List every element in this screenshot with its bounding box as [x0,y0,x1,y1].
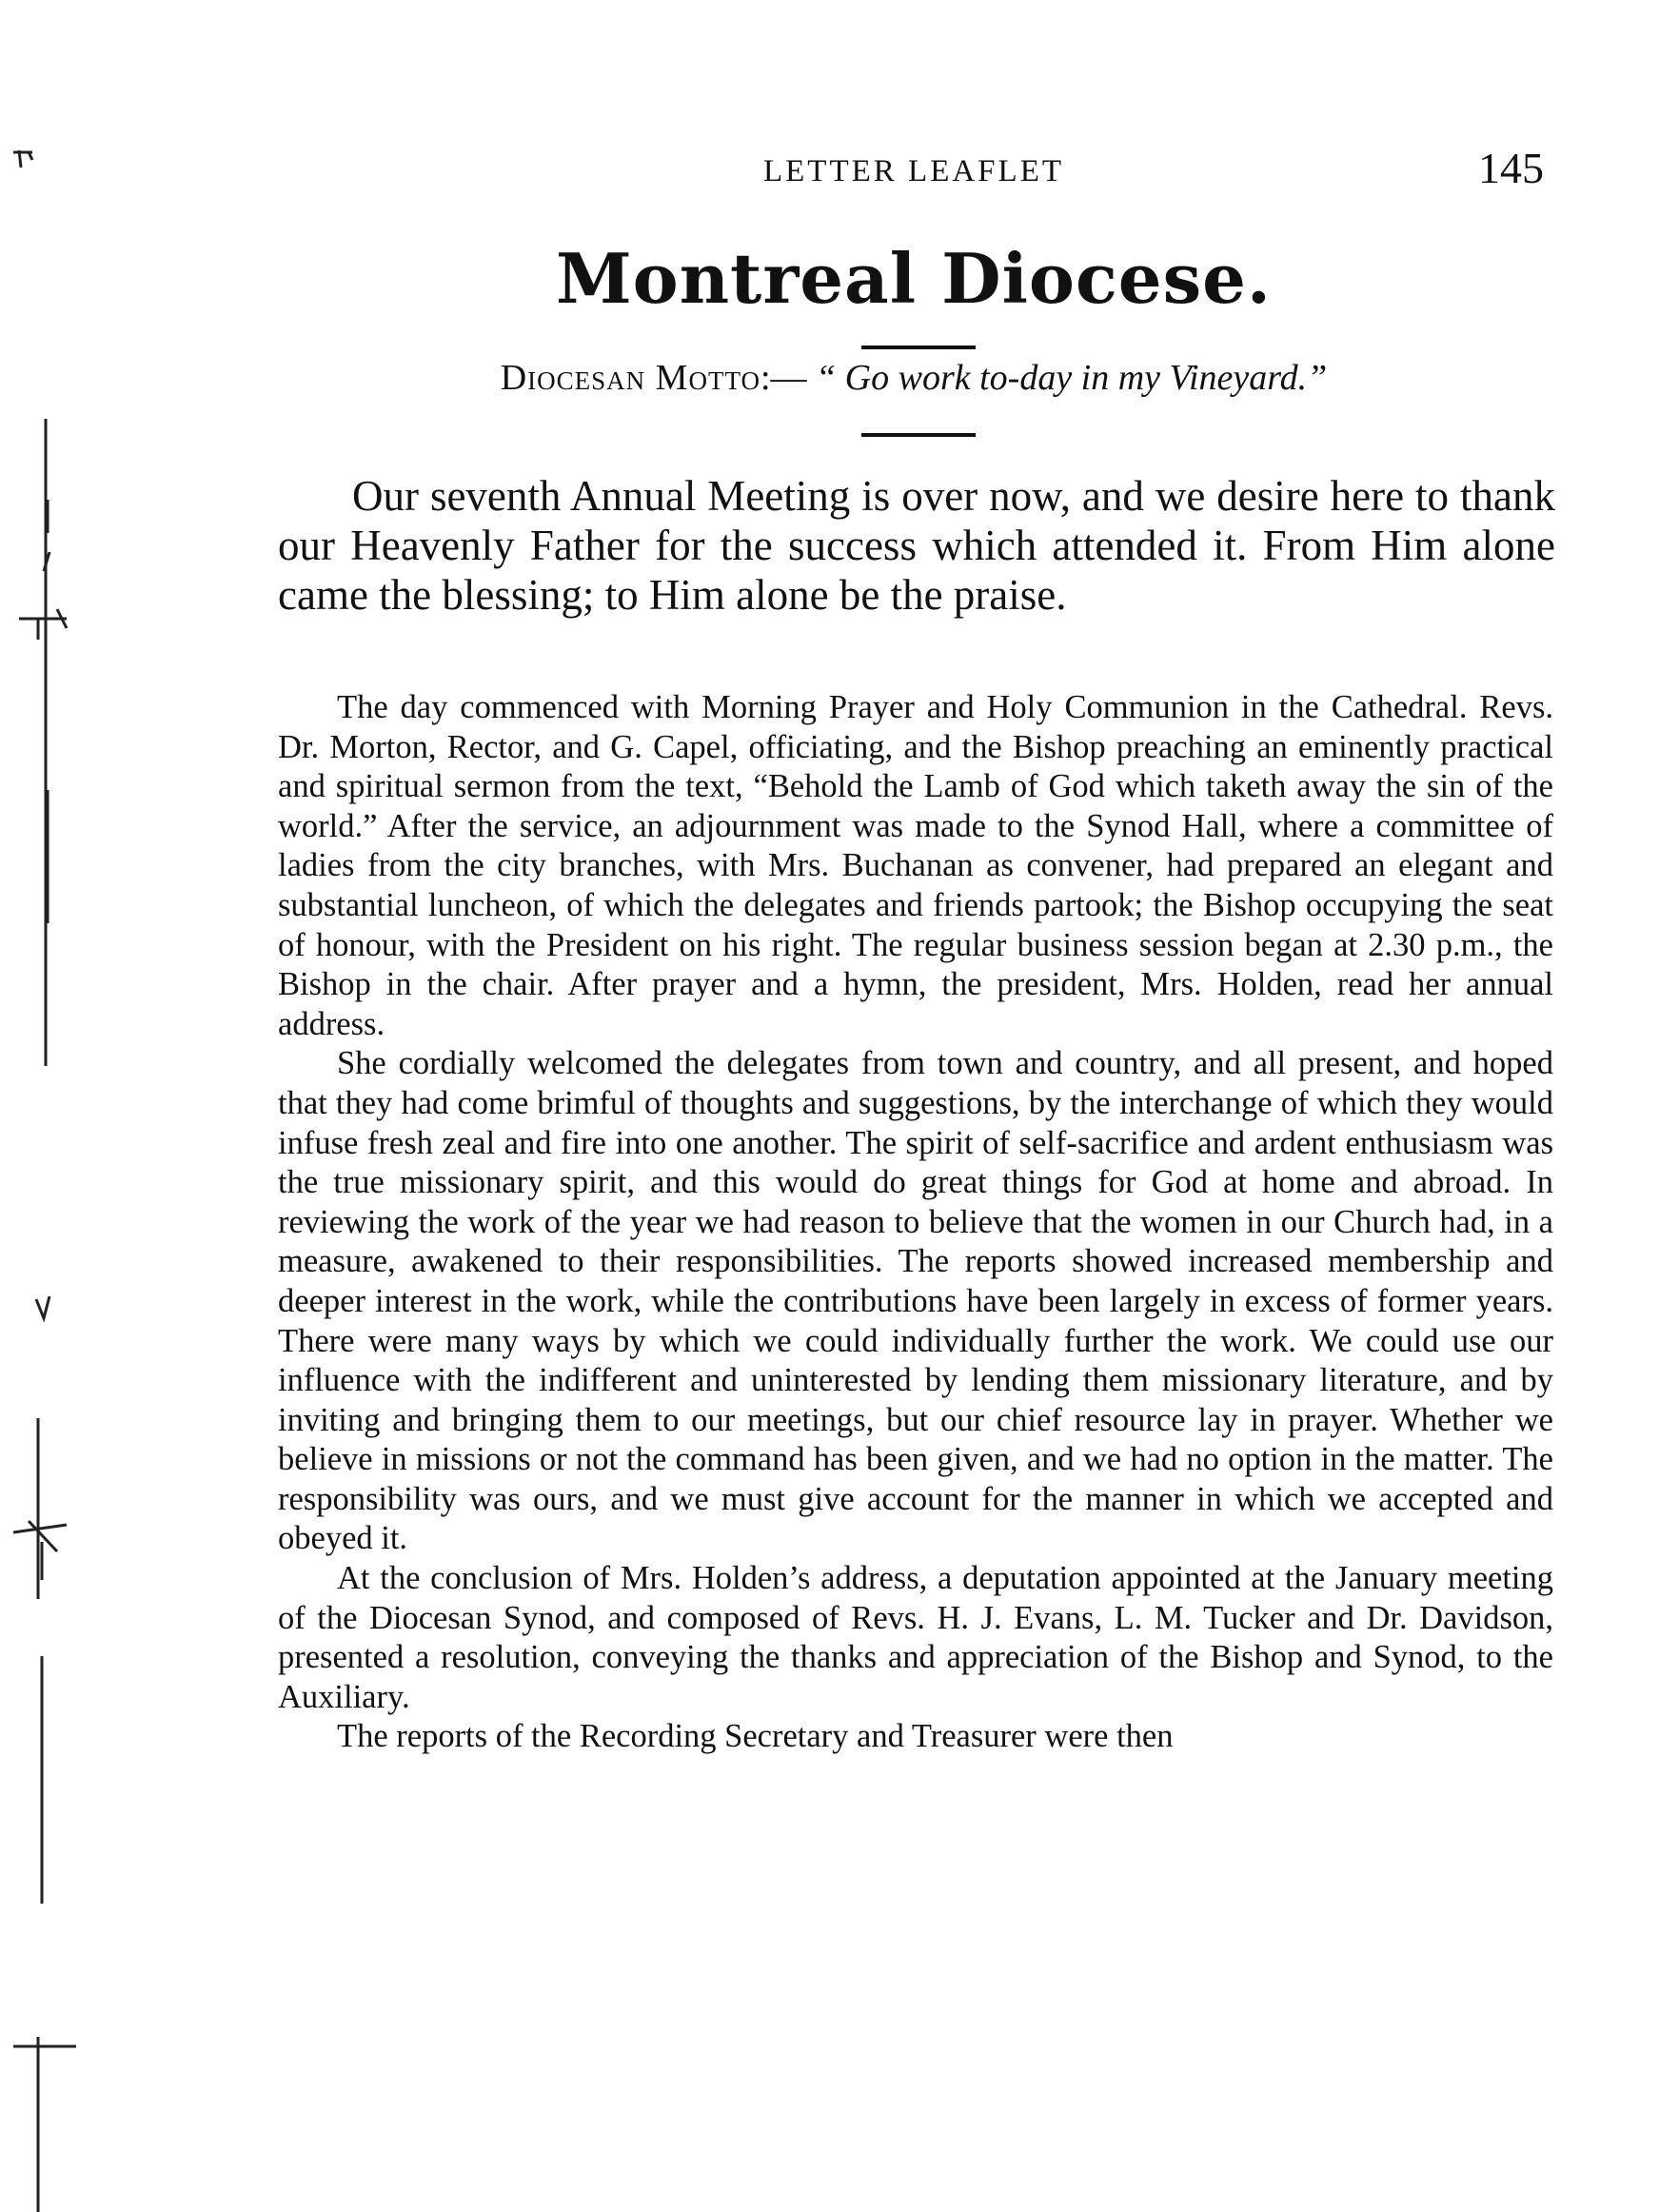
page-header [276,143,1551,209]
motto-label: Diocesan Motto [500,358,760,398]
article-body [278,681,1553,1757]
running-head: LETTER LEAFLET [762,154,1065,188]
paragraph: The day commenced with Morning Prayer and Holy Communion in the Cathedral. Revs. Dr. Morton, Rector, and G. Capel, officiating, and the Bishop preaching an eminently practical and spiritual sermon from the text, “Behold the Lamb of God which taketh away the sin of the world.” After the service, an adjournment was made to the Synod Hall, where a committee of ladies from the city branches, with Mrs. Buchanan as convener, had prepared an elegant and substantial luncheon, of which the delegates and friends partook; the Bishop occupying the seat of honour, with the President on his right. The regular business session began at 2.30 p.m., the Bishop in the chair. After prayer and a hymn, the president, Mrs. Holden, read her annual address. [278,689,1553,1042]
paragraph: She cordially welcomed the delegates from town and country, and all present, and hoped that they had come brimful of thoughts and suggestions, by the interchange of which they would infuse fresh zeal and fire into one another. The spirit of self-sacrifice and ardent enthusiasm was the true missionary spirit, and this would do great things for God at home and abroad. In reviewing the work of the year we had reason to believe that the women in our Church had, in a measure, awakened to their responsibilities. The reports showed increased membership and deeper interest in the work, while the contributions have been largely in excess of former years. There were many ways by which we could individually further the work. We could use our influence with the indifferent and uninterested by lending them missionary literature, and by inviting and bringing them to our meetings, but our chief resource lay in prayer. Whether we believe in missions or not the command has been given, and we had no option in the matter. The responsibility was ours, and we must give account for the manner in which we accepted and obeyed it. [278,1045,1553,1557]
motto-divider [861,433,976,437]
title-divider [861,346,976,349]
intro-text: Our seventh Annual Meeting is over now, and we desire here to thank our Heavenly Father for the success which attended it. From Him alone came the blessing; to Him alone be the praise. [278,472,1555,619]
motto-quote: “ Go work to-day in my Vineyard.” [816,358,1328,398]
intro-paragraph [278,471,1555,620]
section-title: Montreal Diocese. [555,238,1272,319]
page-number: 145 [1478,144,1544,192]
diocesan-motto [276,357,1551,399]
paragraph: The reports of the Recording Secretary and Treasurer were then [337,1718,1174,1755]
paragraph: At the conclusion of Mrs. Holden’s address, a deputation appointed at the January meeting of the Diocesan Synod, and composed of Revs. H. J. Evans, L. M. Tucker and Dr. Davidson, presented a resolution, conveying the thanks and appreciation of the Bishop and Synod, to the Auxiliary. [278,1560,1553,1715]
binding-margin-marks [0,0,114,2212]
motto-separator: :— [760,358,807,398]
